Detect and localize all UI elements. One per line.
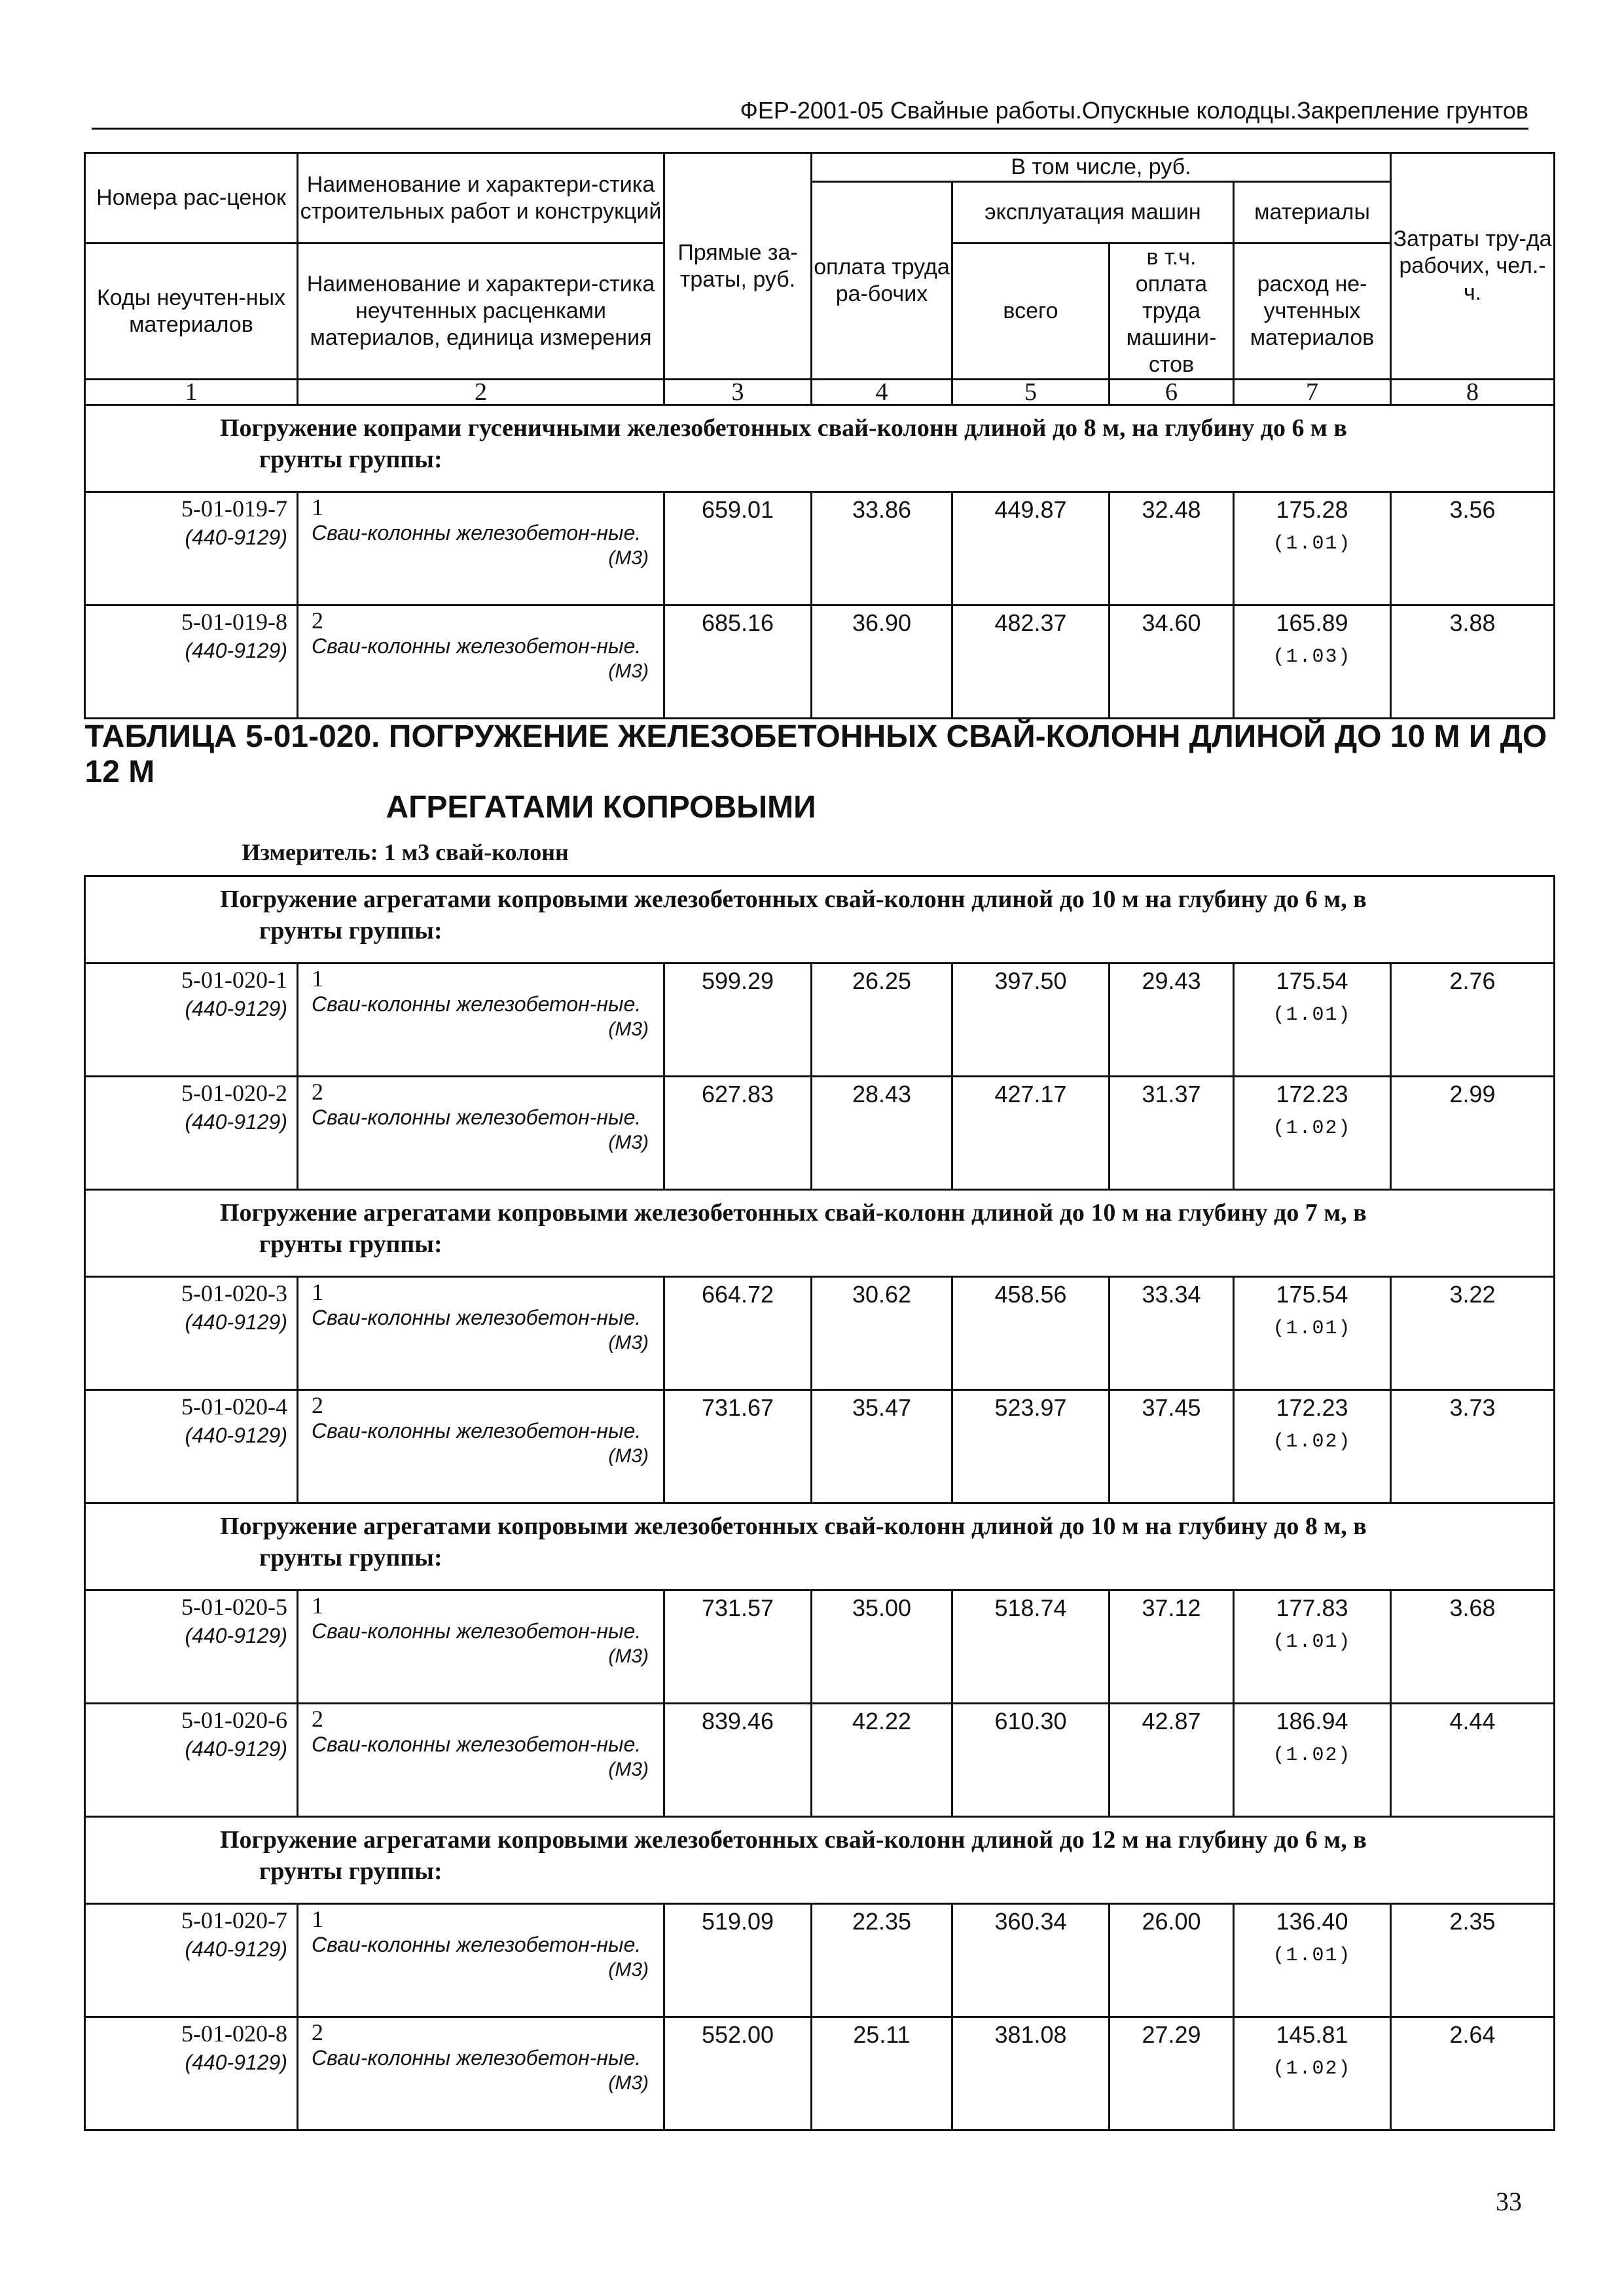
direct-cost: 731.57 — [664, 1590, 812, 1704]
labor-cost: 28.43 — [812, 1077, 952, 1190]
work-name: 2 Сваи-колонны железобетон-ные. (М3) — [298, 1390, 664, 1503]
direct-cost: 731.67 — [664, 1390, 812, 1503]
machine-cost: 381.08 — [952, 2017, 1110, 2130]
work-name: 1 Сваи-колонны железобетон-ные. (М3) — [298, 1590, 664, 1704]
machinist-labor: 31.37 — [1110, 1077, 1234, 1190]
section-1 — [85, 405, 1555, 719]
col-number: 1 — [85, 380, 298, 405]
section-title — [85, 876, 1555, 963]
col-mach-total-header: всего — [952, 243, 1110, 380]
col-number: 4 — [812, 380, 952, 405]
work-name: 1 Сваи-колонны железобетон-ные. (М3) — [298, 1277, 664, 1390]
rate-code: 5-01-020-1 (440-9129) — [85, 963, 298, 1077]
table-row — [85, 492, 1555, 605]
materials-cost: 172.23 (1.02) — [1234, 1390, 1391, 1503]
price-table — [84, 152, 1555, 2131]
work-name: 2 Сваи-колонны железобетон-ные. (М3) — [298, 2017, 664, 2130]
materials-cost: 175.54 (1.01) — [1234, 1277, 1391, 1390]
column-numbers — [85, 380, 1555, 405]
section-title-line2: грунты группы: — [259, 1858, 442, 1885]
labor-hours: 2.64 — [1391, 2017, 1555, 2130]
section-4 — [85, 1503, 1555, 1817]
rate-code: 5-01-020-5 (440-9129) — [85, 1590, 298, 1704]
direct-cost: 685.16 — [664, 605, 812, 719]
rate-code: 5-01-020-4 (440-9129) — [85, 1390, 298, 1503]
table-row — [85, 605, 1555, 719]
materials-cost: 175.54 (1.01) — [1234, 963, 1391, 1077]
col-hours-header: Затраты тру-да рабочих, чел.-ч. — [1391, 153, 1555, 380]
machinist-labor: 32.48 — [1110, 492, 1234, 605]
section-3 — [85, 1190, 1555, 1503]
table-title-line1: ТАБЛИЦА 5-01-020. ПОГРУЖЕНИЕ ЖЕЛЕЗОБЕТОННЫХ СВАЙ-КОЛОНН ДЛИНОЙ ДО 10 М И ДО 12 М — [84, 719, 1547, 789]
labor-cost: 22.35 — [812, 1904, 952, 2017]
table-row — [85, 1077, 1555, 1190]
table-row — [85, 2017, 1555, 2130]
col-codes-header: Номера рас-ценок — [85, 153, 298, 243]
section-title-line2: грунты группы: — [259, 917, 442, 944]
table-row — [85, 1704, 1555, 1817]
labor-cost: 25.11 — [812, 2017, 952, 2130]
labor-cost: 42.22 — [812, 1704, 952, 1817]
machine-cost: 610.30 — [952, 1704, 1110, 1817]
table-row — [85, 1277, 1555, 1390]
col-machines-header: эксплуатация машин — [952, 182, 1234, 243]
section-title — [85, 405, 1555, 492]
work-name: 2 Сваи-колонны железобетон-ные. (М3) — [298, 1077, 664, 1190]
section-title-line2: грунты группы: — [259, 446, 442, 473]
rate-code: 5-01-019-8 (440-9129) — [85, 605, 298, 719]
machinist-labor: 29.43 — [1110, 963, 1234, 1077]
col-group-header: В том числе, руб. — [812, 153, 1391, 182]
rate-code: 5-01-020-2 (440-9129) — [85, 1077, 298, 1190]
col-number: 3 — [664, 380, 812, 405]
section-title-line1: Погружение агрегатами копровыми железобетонных свай-колонн длиной до 10 м на глубину до 8 м, в — [220, 1513, 1367, 1540]
header-rule — [92, 128, 1528, 130]
rate-code: 5-01-019-7 (440-9129) — [85, 492, 298, 605]
machine-cost: 427.17 — [952, 1077, 1110, 1190]
machinist-labor: 34.60 — [1110, 605, 1234, 719]
section-title-line1: Погружение копрами гусеничными железобетонных свай-колонн длиной до 8 м, на глубину до 6 м в — [220, 414, 1347, 442]
table-row — [85, 1590, 1555, 1704]
col-direct-header: Прямые за-траты, руб. — [664, 153, 812, 380]
machinist-labor: 27.29 — [1110, 2017, 1234, 2130]
section-title-line2: грунты группы: — [259, 1230, 442, 1258]
col-number: 6 — [1110, 380, 1234, 405]
rate-code: 5-01-020-8 (440-9129) — [85, 2017, 298, 2130]
section-title-line2: грунты группы: — [259, 1544, 442, 1572]
materials-cost: 186.94 (1.02) — [1234, 1704, 1391, 1817]
labor-hours: 3.88 — [1391, 605, 1555, 719]
machinist-labor: 42.87 — [1110, 1704, 1234, 1817]
labor-hours: 3.56 — [1391, 492, 1555, 605]
labor-hours: 4.44 — [1391, 1704, 1555, 1817]
materials-cost: 172.23 (1.02) — [1234, 1077, 1391, 1190]
table-title — [85, 719, 1555, 876]
rate-code: 5-01-020-7 (440-9129) — [85, 1904, 298, 2017]
col-number: 8 — [1391, 380, 1555, 405]
direct-cost: 839.46 — [664, 1704, 812, 1817]
section-title — [85, 1190, 1555, 1277]
direct-cost: 519.09 — [664, 1904, 812, 2017]
col-unaccounted-name-header: Наименование и характери-стика неучтенных расценками материалов, единица измерения — [298, 243, 664, 380]
col-materials-header: материалы — [1234, 182, 1391, 243]
labor-hours: 3.73 — [1391, 1390, 1555, 1503]
labor-cost: 30.62 — [812, 1277, 952, 1390]
materials-cost: 145.81 (1.02) — [1234, 2017, 1391, 2130]
direct-cost: 599.29 — [664, 963, 812, 1077]
table-row — [85, 1904, 1555, 2017]
machine-cost: 449.87 — [952, 492, 1110, 605]
direct-cost: 627.83 — [664, 1077, 812, 1190]
labor-hours: 3.22 — [1391, 1277, 1555, 1390]
machine-cost: 458.56 — [952, 1277, 1110, 1390]
machinist-labor: 37.12 — [1110, 1590, 1234, 1704]
col-number: 7 — [1234, 380, 1391, 405]
direct-cost: 552.00 — [664, 2017, 812, 2130]
section-title-line1: Погружение агрегатами копровыми железобетонных свай-колонн длиной до 12 м на глубину до 6 м, в — [220, 1826, 1367, 1854]
section-title-line1: Погружение агрегатами копровыми железобетонных свай-колонн длиной до 10 м на глубину до 7 м, в — [220, 1199, 1367, 1227]
work-name: 1 Сваи-колонны железобетон-ные. (М3) — [298, 1904, 664, 2017]
col-number: 2 — [298, 380, 664, 405]
labor-hours: 2.35 — [1391, 1904, 1555, 2017]
labor-hours: 2.99 — [1391, 1077, 1555, 1190]
section-2 — [85, 876, 1555, 1190]
work-name: 1 Сваи-колонны железобетон-ные. (М3) — [298, 963, 664, 1077]
direct-cost: 664.72 — [664, 1277, 812, 1390]
section-5 — [85, 1817, 1555, 2130]
machine-cost: 360.34 — [952, 1904, 1110, 2017]
materials-cost: 177.83 (1.01) — [1234, 1590, 1391, 1704]
labor-cost: 26.25 — [812, 963, 952, 1077]
machine-cost: 523.97 — [952, 1390, 1110, 1503]
page-header: ФЕР-2001-05 Свайные работы.Опускные колодцы.Закрепление грунтов — [740, 97, 1528, 124]
labor-cost: 35.00 — [812, 1590, 952, 1704]
labor-cost: 33.86 — [812, 492, 952, 605]
col-labor-header: оплата труда ра-бочих — [812, 182, 952, 380]
labor-cost: 35.47 — [812, 1390, 952, 1503]
table-title-line2: АГРЕГАТАМИ КОПРОВЫМИ — [386, 790, 816, 825]
col-mat-header: расход не-учтенных материалов — [1234, 243, 1391, 380]
machinist-labor: 33.34 — [1110, 1277, 1234, 1390]
measure: Измеритель: 1 м3 свай-колонн — [242, 839, 569, 865]
rate-code: 5-01-020-3 (440-9129) — [85, 1277, 298, 1390]
col-number: 5 — [952, 380, 1110, 405]
materials-cost: 136.40 (1.01) — [1234, 1904, 1391, 2017]
section-title — [85, 1503, 1555, 1590]
direct-cost: 659.01 — [664, 492, 812, 605]
work-name: 2 Сваи-колонны железобетон-ные. (М3) — [298, 1704, 664, 1817]
col-mach-labor-header: в т.ч. оплата труда машини-стов — [1110, 243, 1234, 380]
col-unaccounted-codes-header: Коды неучтен-ных материалов — [85, 243, 298, 380]
table-row — [85, 963, 1555, 1077]
labor-cost: 36.90 — [812, 605, 952, 719]
rate-code: 5-01-020-6 (440-9129) — [85, 1704, 298, 1817]
work-name: 1 Сваи-колонны железобетон-ные. (М3) — [298, 492, 664, 605]
col-name-header: Наименование и характери-стика строительных работ и конструкций — [298, 153, 664, 243]
table-row — [85, 1390, 1555, 1503]
materials-cost: 165.89 (1.03) — [1234, 605, 1391, 719]
labor-hours: 3.68 — [1391, 1590, 1555, 1704]
section-title-line1: Погружение агрегатами копровыми железобетонных свай-колонн длиной до 10 м на глубину до 6 м, в — [220, 886, 1367, 913]
machinist-labor: 37.45 — [1110, 1390, 1234, 1503]
machine-cost: 397.50 — [952, 963, 1110, 1077]
section-title — [85, 1817, 1555, 1904]
machinist-labor: 26.00 — [1110, 1904, 1234, 2017]
work-name: 2 Сваи-колонны железобетон-ные. (М3) — [298, 605, 664, 719]
machine-cost: 518.74 — [952, 1590, 1110, 1704]
page-number: 33 — [1496, 2187, 1522, 2216]
labor-hours: 2.76 — [1391, 963, 1555, 1077]
table-title-block — [85, 719, 1555, 876]
materials-cost: 175.28 (1.01) — [1234, 492, 1391, 605]
table-head — [85, 153, 1555, 405]
machine-cost: 482.37 — [952, 605, 1110, 719]
